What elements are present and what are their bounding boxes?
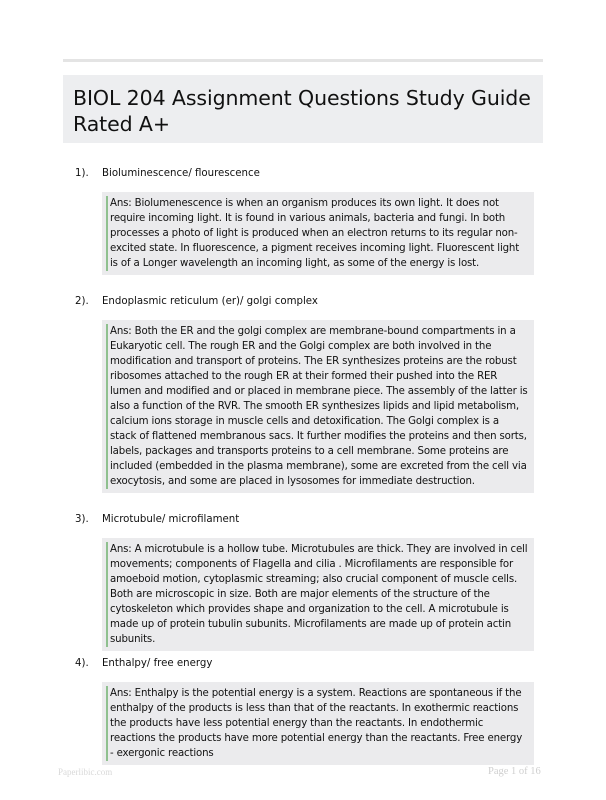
answer-text: Ans: Enthalpy is the potential energy is a system. Reactions are spontaneous if the enthalpy of the products is less than that of the reactants. In exothermic reactions the products have less potential energy than the reactants. In endothermic reactions the products have more potential energy than the reactants. Free energy - exergonic reactions <box>106 686 528 761</box>
question-number: 2). <box>75 296 89 307</box>
answer-box-2 <box>102 320 534 493</box>
page-indicator: Page 1 of 16 <box>488 766 541 777</box>
answer-box-3 <box>102 538 534 651</box>
answer-text: Ans: A microtubule is a hollow tube. Microtubules are thick. They are involved in cell movements; components of Flagella and cilia . Microfilaments are responsible for amoeboid motion, cytoplasmic streaming; also crucial component of muscle cells. Both are microscopic in size. Both are major elements of the structure of the cytoskeleton which provides shape and organization to the cell. A microtubule is made up of protein tubulin subunits. Microfilaments are made up of protein actin subunits. <box>106 542 528 647</box>
top-divider <box>63 59 543 62</box>
document-title: BIOL 204 Assignment Questions Study Guide Rated A+ <box>73 86 531 136</box>
answer-text: Ans: Biolumenescence is when an organism produces its own light. It does not require incoming light. It is found in various animals, bacteria and fungi. In both processes a photo of light is produced when an electron returns to its regular non-excited state. In fluorescence, a pigment receives incoming light. Fluorescent light is of a Longer wavelength an incoming light, as some of the energy is lost. <box>106 196 528 271</box>
question-number: 3). <box>75 514 89 525</box>
answer-box-4 <box>102 682 534 765</box>
question-number: 4). <box>75 658 89 669</box>
answer-box-1 <box>102 192 534 275</box>
question-term: Endoplasmic reticulum (er)/ golgi complex <box>102 296 318 307</box>
question-term: Enthalpy/ free energy <box>102 658 213 669</box>
question-term: Bioluminescence/ flourescence <box>102 168 260 179</box>
answer-text: Ans: Both the ER and the golgi complex are membrane-bound compartments in a Eukaryotic cell. The rough ER and the Golgi complex are both involved in the modification and transport of proteins. The ER synthesizes proteins are the robust ribosomes attached to the rough ER at their formed their pushed into the RER lumen and modified and or placed in membrane piece. The assembly of the latter is also a function of the RVR. The smooth ER synthesizes lipids and lipid metabolism, calcium ions storage in muscle cells and detoxification. The Golgi complex is a stack of flattened membranous sacs. It further modifies the proteins and then sorts, labels, packages and transports proteins to a cell membrane. Some proteins are included (embedded in the plasma membrane), some are excreted from the cell via exocytosis, and some are placed in lysosomes for immediate destruction. <box>106 324 528 489</box>
question-term: Microtubule/ microfilament <box>102 514 240 525</box>
question-number: 1). <box>75 168 89 179</box>
footer-watermark: Paperlibic.com <box>58 767 113 777</box>
title-banner <box>63 75 543 143</box>
